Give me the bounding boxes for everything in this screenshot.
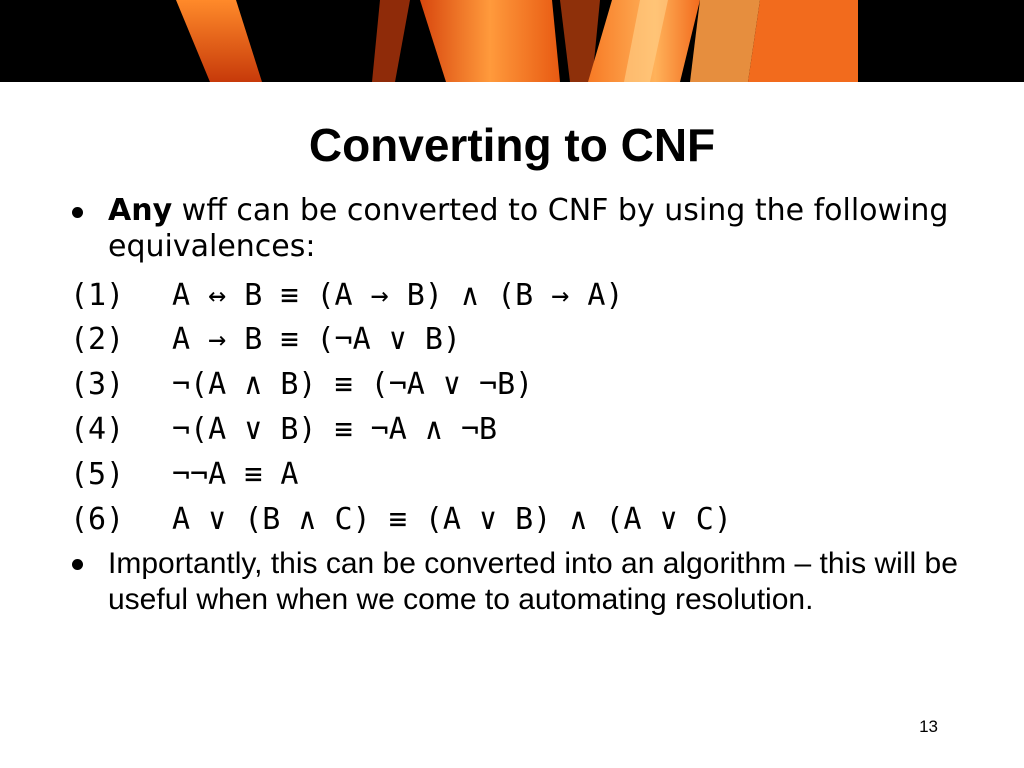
equivalence-row	[70, 364, 533, 406]
equivalence-row	[70, 499, 732, 541]
equivalence-row	[70, 319, 461, 361]
flame-banner-art	[0, 0, 1024, 82]
equivalence-expression: ¬¬A ≡ A	[172, 457, 299, 492]
equivalence-number: (1)	[70, 278, 125, 313]
equivalence-row	[70, 275, 624, 317]
equivalence-number: (5)	[70, 457, 125, 492]
equivalence-expression: ¬(A ∧ B) ≡ (¬A ∨ ¬B)	[172, 367, 534, 402]
bullet-algorithm-note: Importantly, this can be converted into an algorithm – this will be useful when when we come to automating resolution.	[108, 547, 958, 616]
bullet-dot-icon	[72, 559, 83, 570]
equivalence-expression: A → B ≡ (¬A ∨ B)	[172, 322, 461, 357]
bullet-bold-word: Any	[108, 193, 173, 228]
equivalence-expression: ¬(A ∨ B) ≡ ¬A ∧ ¬B	[172, 412, 498, 447]
bullet-text: wff can be converted to CNF by using the following equivalences:	[108, 193, 949, 264]
bullet-dot-icon	[72, 207, 83, 218]
slide-title: Converting to CNF	[308, 119, 716, 171]
page-number: 13	[919, 717, 938, 736]
equivalence-number: (2)	[70, 322, 125, 357]
equivalence-number: (3)	[70, 367, 125, 402]
equivalence-expression: A ∨ (B ∧ C) ≡ (A ∨ B) ∧ (A ∨ C)	[172, 502, 732, 537]
equivalence-expression: A ↔ B ≡ (A → B) ∧ (B → A)	[172, 278, 624, 313]
equivalence-row	[70, 409, 497, 451]
equivalence-number: (4)	[70, 412, 125, 447]
equivalence-row	[70, 454, 298, 496]
flame-banner-image	[0, 0, 1024, 82]
equivalence-number: (6)	[70, 502, 125, 537]
bullet-any-wff	[108, 193, 988, 265]
